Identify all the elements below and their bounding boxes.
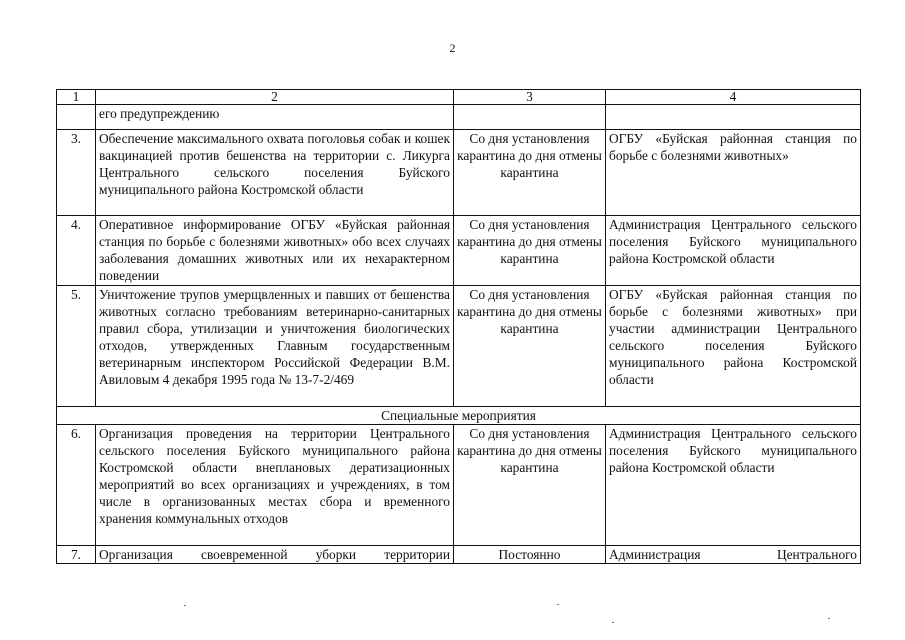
term-cell: Со дня установления карантина до дня отмены карантина bbox=[454, 216, 606, 286]
table-row bbox=[57, 216, 861, 286]
measure-cell: его предупреждению bbox=[96, 105, 454, 130]
table-header-row bbox=[57, 90, 861, 105]
row-number: 5. bbox=[57, 286, 96, 407]
table-row bbox=[57, 105, 861, 130]
term-cell bbox=[454, 105, 606, 130]
measure-cell: Уничтожение трупов умерщвленных и павших от бешенства животных согласно требованиям ветеринарно-санитарных правил сбора, утилизации и уничтожения биологических отходов, утвержденных Главным государственным ветеринарным инспектором Российской Федерации В.М. Авиловым 4 декабря 1995 года № 13-7-2/469 bbox=[96, 286, 454, 407]
scan-speck bbox=[612, 622, 614, 623]
section-title: Специальные мероприятия bbox=[57, 407, 861, 425]
row-number bbox=[57, 105, 96, 130]
responsible-cell: ОГБУ «Буйская районная станция по борьбе с болезнями животных» при участии администрации Центрального сельского поселения Буйского муниципального района Костромской области bbox=[606, 286, 861, 407]
section-row bbox=[57, 407, 861, 425]
page-number: 2 bbox=[449, 41, 456, 55]
scan-speck bbox=[557, 604, 559, 605]
table-row bbox=[57, 425, 861, 546]
term-cell: Постоянно bbox=[454, 546, 606, 564]
responsible-cell: Администрация Центрального сельского поселения Буйского муниципального района Костромской области bbox=[606, 425, 861, 546]
header-cell-1: 1 bbox=[57, 90, 96, 105]
table-row bbox=[57, 130, 861, 216]
row-number: 7. bbox=[57, 546, 96, 564]
responsible-cell: Администрация Центрального сельского поселения Буйского муниципального района Костромской области bbox=[606, 216, 861, 286]
row-number: 3. bbox=[57, 130, 96, 216]
row-number: 6. bbox=[57, 425, 96, 546]
table-row bbox=[57, 546, 861, 564]
header-cell-3: 3 bbox=[454, 90, 606, 105]
scan-speck bbox=[184, 605, 186, 606]
header-cell-4: 4 bbox=[606, 90, 861, 105]
term-cell: Со дня установления карантина до дня отмены карантина bbox=[454, 130, 606, 216]
responsible-cell: Администрация Центрального bbox=[606, 546, 861, 564]
scan-speck bbox=[828, 618, 830, 619]
measures-table bbox=[56, 89, 861, 564]
measure-cell: Обеспечение максимального охвата поголовья собак и кошек вакцинацией против бешенства на территории с. Ликурга Центрального сельского поселения Буйского муниципального района Костромской области bbox=[96, 130, 454, 216]
term-cell: Со дня установления карантина до дня отмены карантина bbox=[454, 286, 606, 407]
header-cell-2: 2 bbox=[96, 90, 454, 105]
measure-cell: Организация своевременной уборки территории bbox=[96, 546, 454, 564]
measure-cell: Организация проведения на территории Центрального сельского поселения Буйского муниципального района Костромской области внеплановых дератизационных мероприятий во всех организациях и учреждениях, в том числе в организованных местах сбора и временного хранения коммунальных отходов bbox=[96, 425, 454, 546]
measure-cell: Оперативное информирование ОГБУ «Буйская районная станция по борьбе с болезнями животных» обо всех случаях заболевания домашних животных или их нехарактерном поведении bbox=[96, 216, 454, 286]
table-row bbox=[57, 286, 861, 407]
term-cell: Со дня установления карантина до дня отмены карантина bbox=[454, 425, 606, 546]
responsible-cell: ОГБУ «Буйская районная станция по борьбе с болезнями животных» bbox=[606, 130, 861, 216]
responsible-cell bbox=[606, 105, 861, 130]
row-number: 4. bbox=[57, 216, 96, 286]
